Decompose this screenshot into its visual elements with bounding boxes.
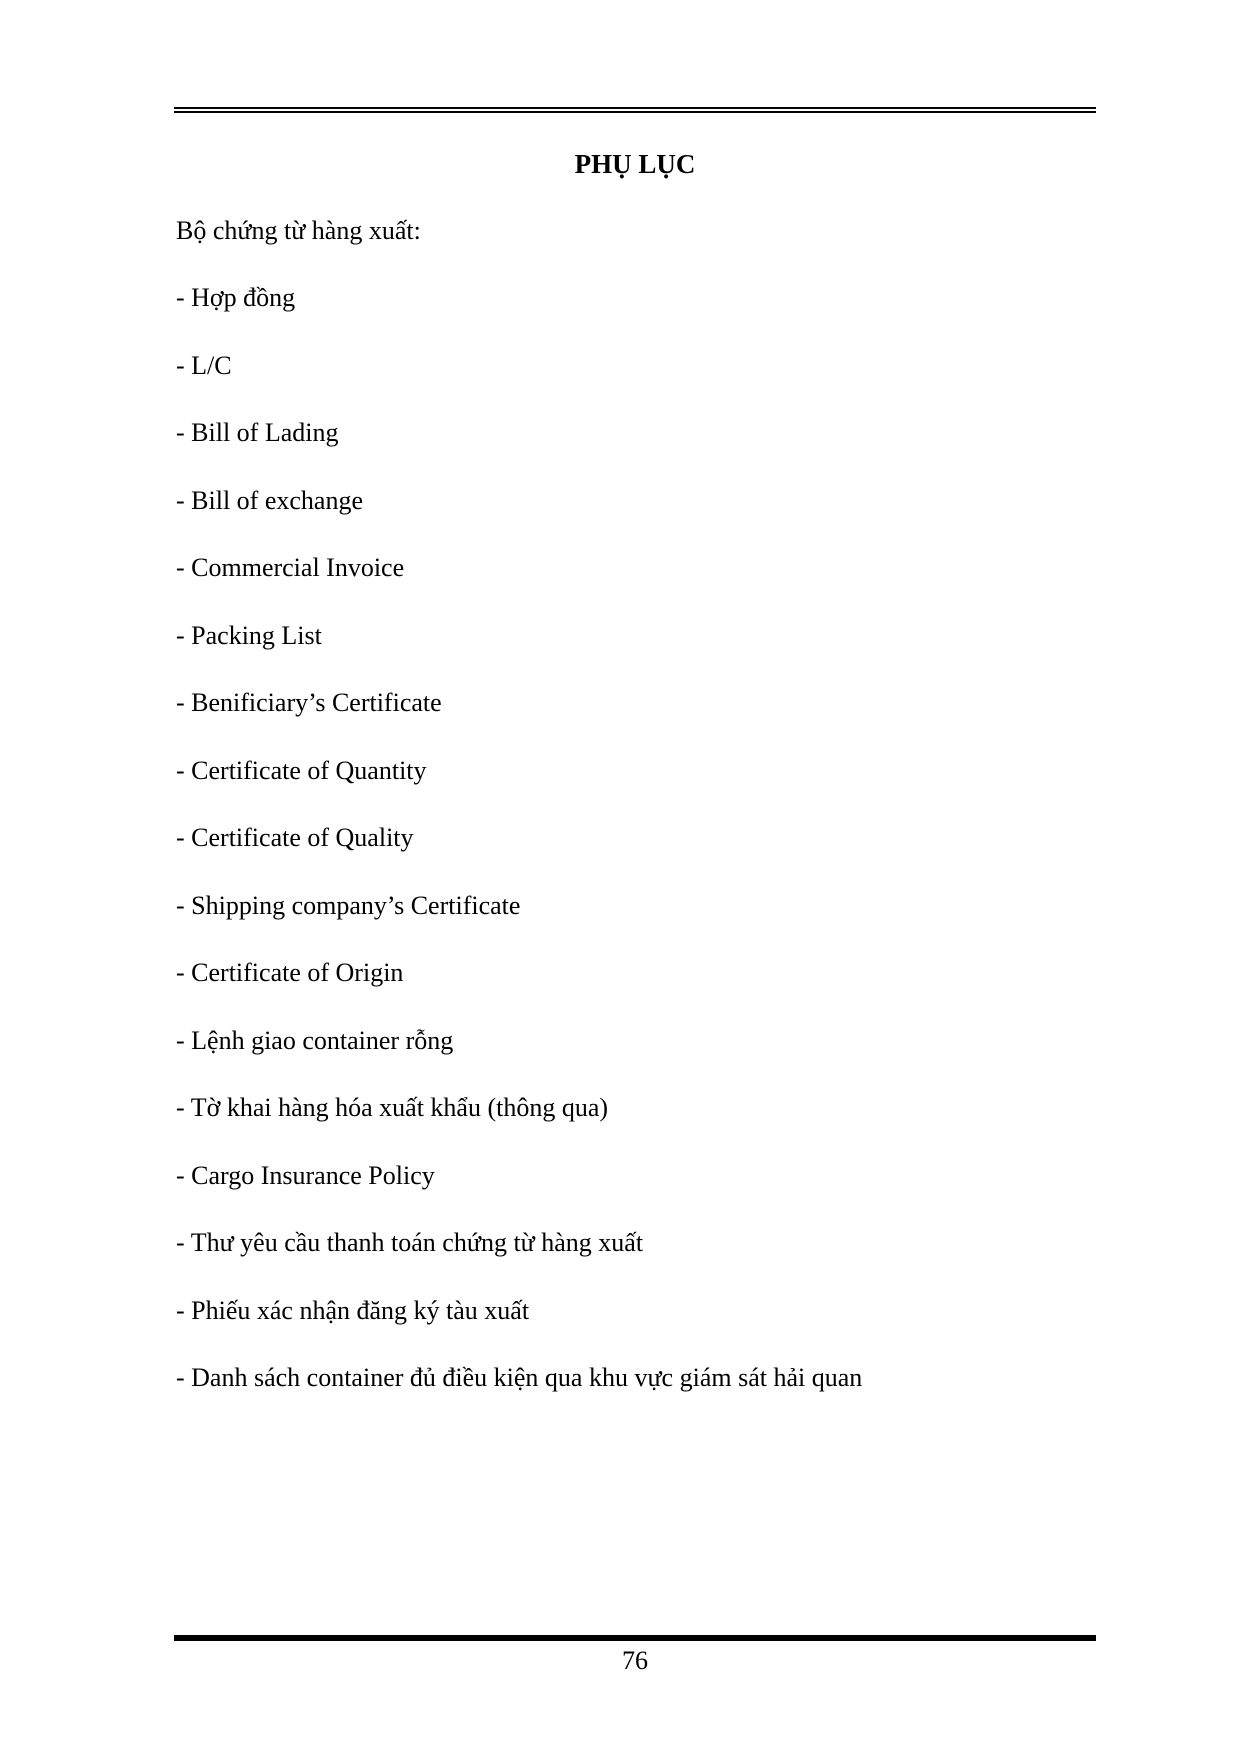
list-item: - Benificiary’s Certificate	[176, 688, 442, 717]
list-item: - Certificate of Quality	[176, 823, 414, 852]
page-number: 76	[622, 1646, 648, 1675]
intro-text: Bộ chứng từ hàng xuất:	[176, 216, 421, 245]
list-item: - Commercial Invoice	[176, 553, 405, 582]
list-item: - Cargo Insurance Policy	[176, 1160, 435, 1190]
list-item: - Certificate of Quantity	[176, 755, 427, 785]
list-item: - Hợp đồng	[176, 283, 296, 312]
list-item: - Packing List	[176, 620, 322, 650]
list-item: - Phiếu xác nhận đăng ký tàu xuất	[176, 1295, 530, 1325]
list-item: - Bill of exchange	[176, 485, 363, 515]
header-rule	[174, 107, 1096, 113]
list-item: - Thư yêu cầu thanh toán chứng từ hàng xuất	[176, 1228, 644, 1257]
list-item: - Bill of Lading	[176, 418, 339, 447]
list-item: - Tờ khai hàng hóa xuất khẩu (thông qua)	[176, 1093, 609, 1122]
list-item: - Lệnh giao container rỗng	[176, 1025, 454, 1055]
list-item: - Shipping company’s Certificate	[176, 890, 521, 920]
page-title: PHỤ LỤC	[574, 149, 696, 179]
footer-rule	[174, 1635, 1096, 1641]
list-item: - Certificate of Origin	[176, 958, 404, 987]
document-list	[176, 280, 862, 1428]
list-item: - Danh sách container đủ điều kiện qua khu vực giám sát hải quan	[176, 1363, 863, 1392]
list-item: - L/C	[176, 350, 232, 380]
